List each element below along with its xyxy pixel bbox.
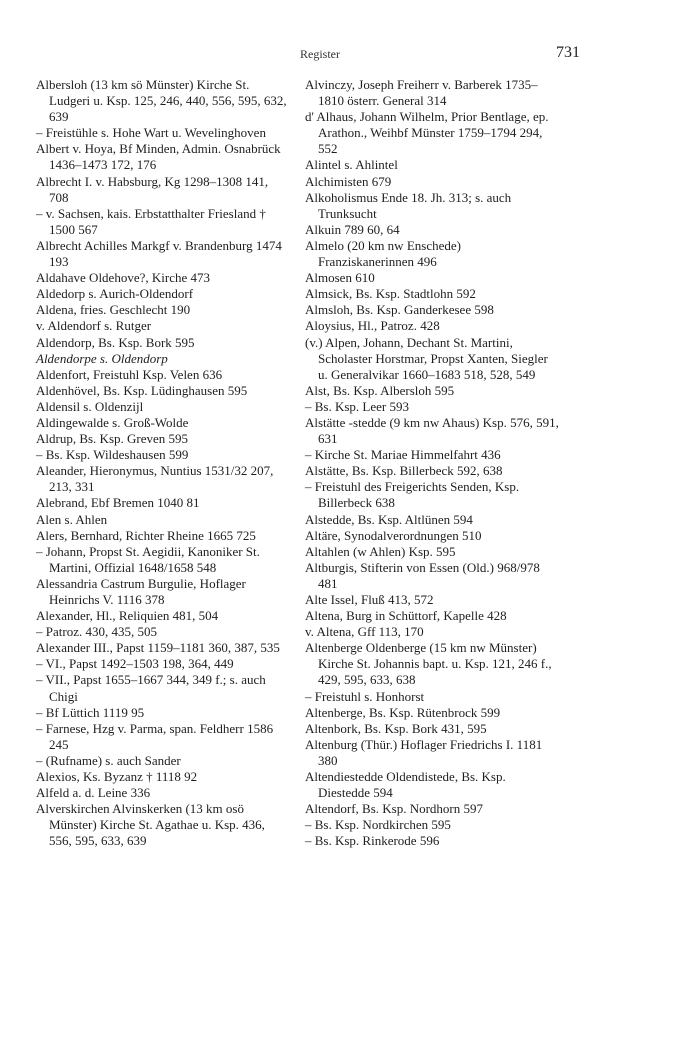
index-entry: – VI., Papst 1492–1503 198, 364, 449 (36, 656, 234, 672)
index-entry: – Freistuhl s. Honhorst (305, 688, 425, 704)
index-entry: Alintel s. Ahlintel (305, 157, 398, 173)
index-entry: Alstätte, Bs. Ksp. Billerbeck 592, 638 (305, 463, 503, 479)
index-entry: Alen s. Ahlen (36, 511, 108, 527)
index-entry: Aleander, Hieronymus, Nuntius 1531/32 207, 213, 331 (36, 463, 274, 495)
index-column-right (305, 77, 559, 850)
index-entry: Albrecht Achilles Markgf v. Brandenburg 1474 193 (36, 237, 282, 270)
index-entry: – Bs. Ksp. Wildeshausen 599 (36, 447, 189, 463)
index-entry: Almelo (20 km nw Enschede) Franziskanerinnen 496 (305, 237, 461, 270)
index-entry: Almsloh, Bs. Ksp. Ganderkesee 598 (305, 302, 494, 318)
index-entry: – VII., Papst 1655–1667 344, 349 f.; s. auch Chigi (36, 672, 266, 704)
index-entry: – v. Sachsen, kais. Erbstatthalter Friesland † 1500 567 (36, 205, 266, 237)
index-entry: Altenberge Oldenberge (15 km nw Münster) Kirche St. Johannis bapt. u. Ksp. 121, 246 f., 429, 595, 633, 638 (305, 640, 552, 688)
index-entry: Aldingewalde s. Groß-Wolde (36, 414, 189, 430)
index-entry: Altendorf, Bs. Ksp. Nordhorn 597 (305, 801, 484, 817)
index-entry: Almsick, Bs. Ksp. Stadtlohn 592 (305, 286, 476, 302)
index-entry: – Patroz. 430, 435, 505 (36, 624, 157, 640)
index-entry: Aldensil s. Oldenzijl (36, 398, 144, 414)
index-entry: – Bs. Ksp. Nordkirchen 595 (305, 817, 451, 833)
index-entry: Alfeld a. d. Leine 336 (36, 785, 151, 801)
index-entry: Almosen 610 (305, 270, 375, 286)
index-entry: Altenburg (Thür.) Hoflager Friedrichs I. 1181 380 (305, 736, 543, 768)
index-entry: Alexios, Ks. Byzanz † 1118 92 (36, 769, 198, 785)
index-entry: Albersloh (13 km sö Münster) Kirche St. Ludgeri u. Ksp. 125, 246, 440, 556, 595, 632, 639 (36, 77, 287, 125)
running-head: Register (300, 47, 340, 61)
index-entry: – Freistühle s. Hohe Wart u. Wevelinghoven (36, 125, 266, 141)
index-entry: Aldedorp s. Aurich-Oldendorf (36, 286, 194, 302)
index-entry: Aldrup, Bs. Ksp. Greven 595 (36, 431, 189, 447)
index-entry: Alverskirchen Alvinskerken (13 km osö Münster) Kirche St. Agathae u. Ksp. 436, 556, 595, 633, 639 (36, 801, 265, 849)
index-entry: (v.) Alpen, Johann, Dechant St. Martini, Scholaster Horstmar, Propst Xanten, Siegler u. Generalvikar 1660–1683 518, 528, 549 (305, 334, 548, 382)
index-entry: Alessandria Castrum Burgulie, Hoflager Heinrichs V. 1116 378 (36, 575, 246, 607)
index-entry: Altenberge, Bs. Ksp. Rütenbrock 599 (305, 704, 501, 720)
index-entry: Altenbork, Bs. Ksp. Bork 431, 595 (305, 720, 487, 736)
index-entry: Altburgis, Stifterin von Essen (Old.) 968/978 481 (305, 559, 540, 591)
index-entry: Altäre, Synodalverordnungen 510 (305, 527, 482, 543)
index-entry: Altena, Burg in Schüttorf, Kapelle 428 (305, 608, 507, 624)
index-entry: v. Aldendorf s. Rutger (36, 318, 152, 334)
index-entry: – Bs. Ksp. Leer 593 (305, 398, 409, 414)
index-entry: Alst, Bs. Ksp. Albersloh 595 (305, 382, 455, 398)
page-number: 731 (556, 44, 580, 61)
index-entry: Alkoholismus Ende 18. Jh. 313; s. auch Trunksucht (305, 189, 512, 221)
index-entry: v. Altena, Gff 113, 170 (305, 624, 424, 640)
index-column-left (36, 77, 290, 850)
index-entry: – Johann, Propst St. Aegidii, Kanoniker St. Martini, Offizial 1648/1658 548 (36, 543, 260, 575)
index-entry: – Bf Lüttich 1119 95 (36, 704, 145, 720)
index-entry: Aldahave Oldehove?, Kirche 473 (36, 270, 210, 286)
index-entry: – Bs. Ksp. Rinkerode 596 (305, 833, 440, 849)
index-entry: Aldena, fries. Geschlecht 190 (36, 302, 191, 318)
index-entry: Albrecht I. v. Habsburg, Kg 1298–1308 141, 708 (36, 173, 269, 205)
index-entry: Aldendorpe s. Oldendorp (36, 350, 168, 366)
index-entry: Alstätte -stedde (9 km nw Ahaus) Ksp. 576, 591, 631 (305, 414, 559, 447)
index-entry: Alte Issel, Fluß 413, 572 (305, 592, 434, 607)
index-entry: Alexander III., Papst 1159–1181 360, 387, 535 (36, 640, 280, 656)
index-entry: – Kirche St. Mariae Himmelfahrt 436 (305, 447, 501, 463)
index-entry: Alers, Bernhard, Richter Rheine 1665 725 (36, 527, 256, 543)
index-entry: Alkuin 789 60, 64 (305, 221, 400, 237)
index-entry: Alvinczy, Joseph Freiherr v. Barberek 1735–1810 österr. General 314 (305, 77, 538, 109)
index-entry: Albert v. Hoya, Bf Minden, Admin. Osnabrück 1436–1473 172, 176 (36, 141, 281, 173)
index-entry: Alebrand, Ebf Bremen 1040 81 (36, 495, 200, 511)
index-entry: Alstedde, Bs. Ksp. Altlünen 594 (305, 511, 473, 527)
index-entry: Altendiestedde Oldendistede, Bs. Ksp. Diestedde 594 (305, 769, 506, 801)
index-entry: Alexander, Hl., Reliquien 481, 504 (36, 608, 219, 624)
index-entry: Altahlen (w Ahlen) Ksp. 595 (305, 543, 456, 559)
index-entry: – Farnese, Hzg v. Parma, span. Feldherr 1586 245 (36, 720, 274, 752)
index-entry: Aldendorp, Bs. Ksp. Bork 595 (36, 334, 195, 350)
index-entry: – (Rufname) s. auch Sander (36, 752, 181, 768)
index-entry: d' Alhaus, Johann Wilhelm, Prior Bentlage, ep. Arathon., Weihbf Münster 1759–1794 294, 552 (305, 109, 549, 157)
index-entry: Alchimisten 679 (305, 173, 392, 189)
index-entry: Aloysius, Hl., Patroz. 428 (305, 318, 440, 334)
index-entry: Aldenhövel, Bs. Ksp. Lüdinghausen 595 (36, 382, 248, 398)
index-entry: – Freistuhl des Freigerichts Senden, Ksp. Billerbeck 638 (305, 479, 520, 511)
index-entry: Aldenfort, Freistuhl Ksp. Velen 636 (36, 366, 223, 382)
